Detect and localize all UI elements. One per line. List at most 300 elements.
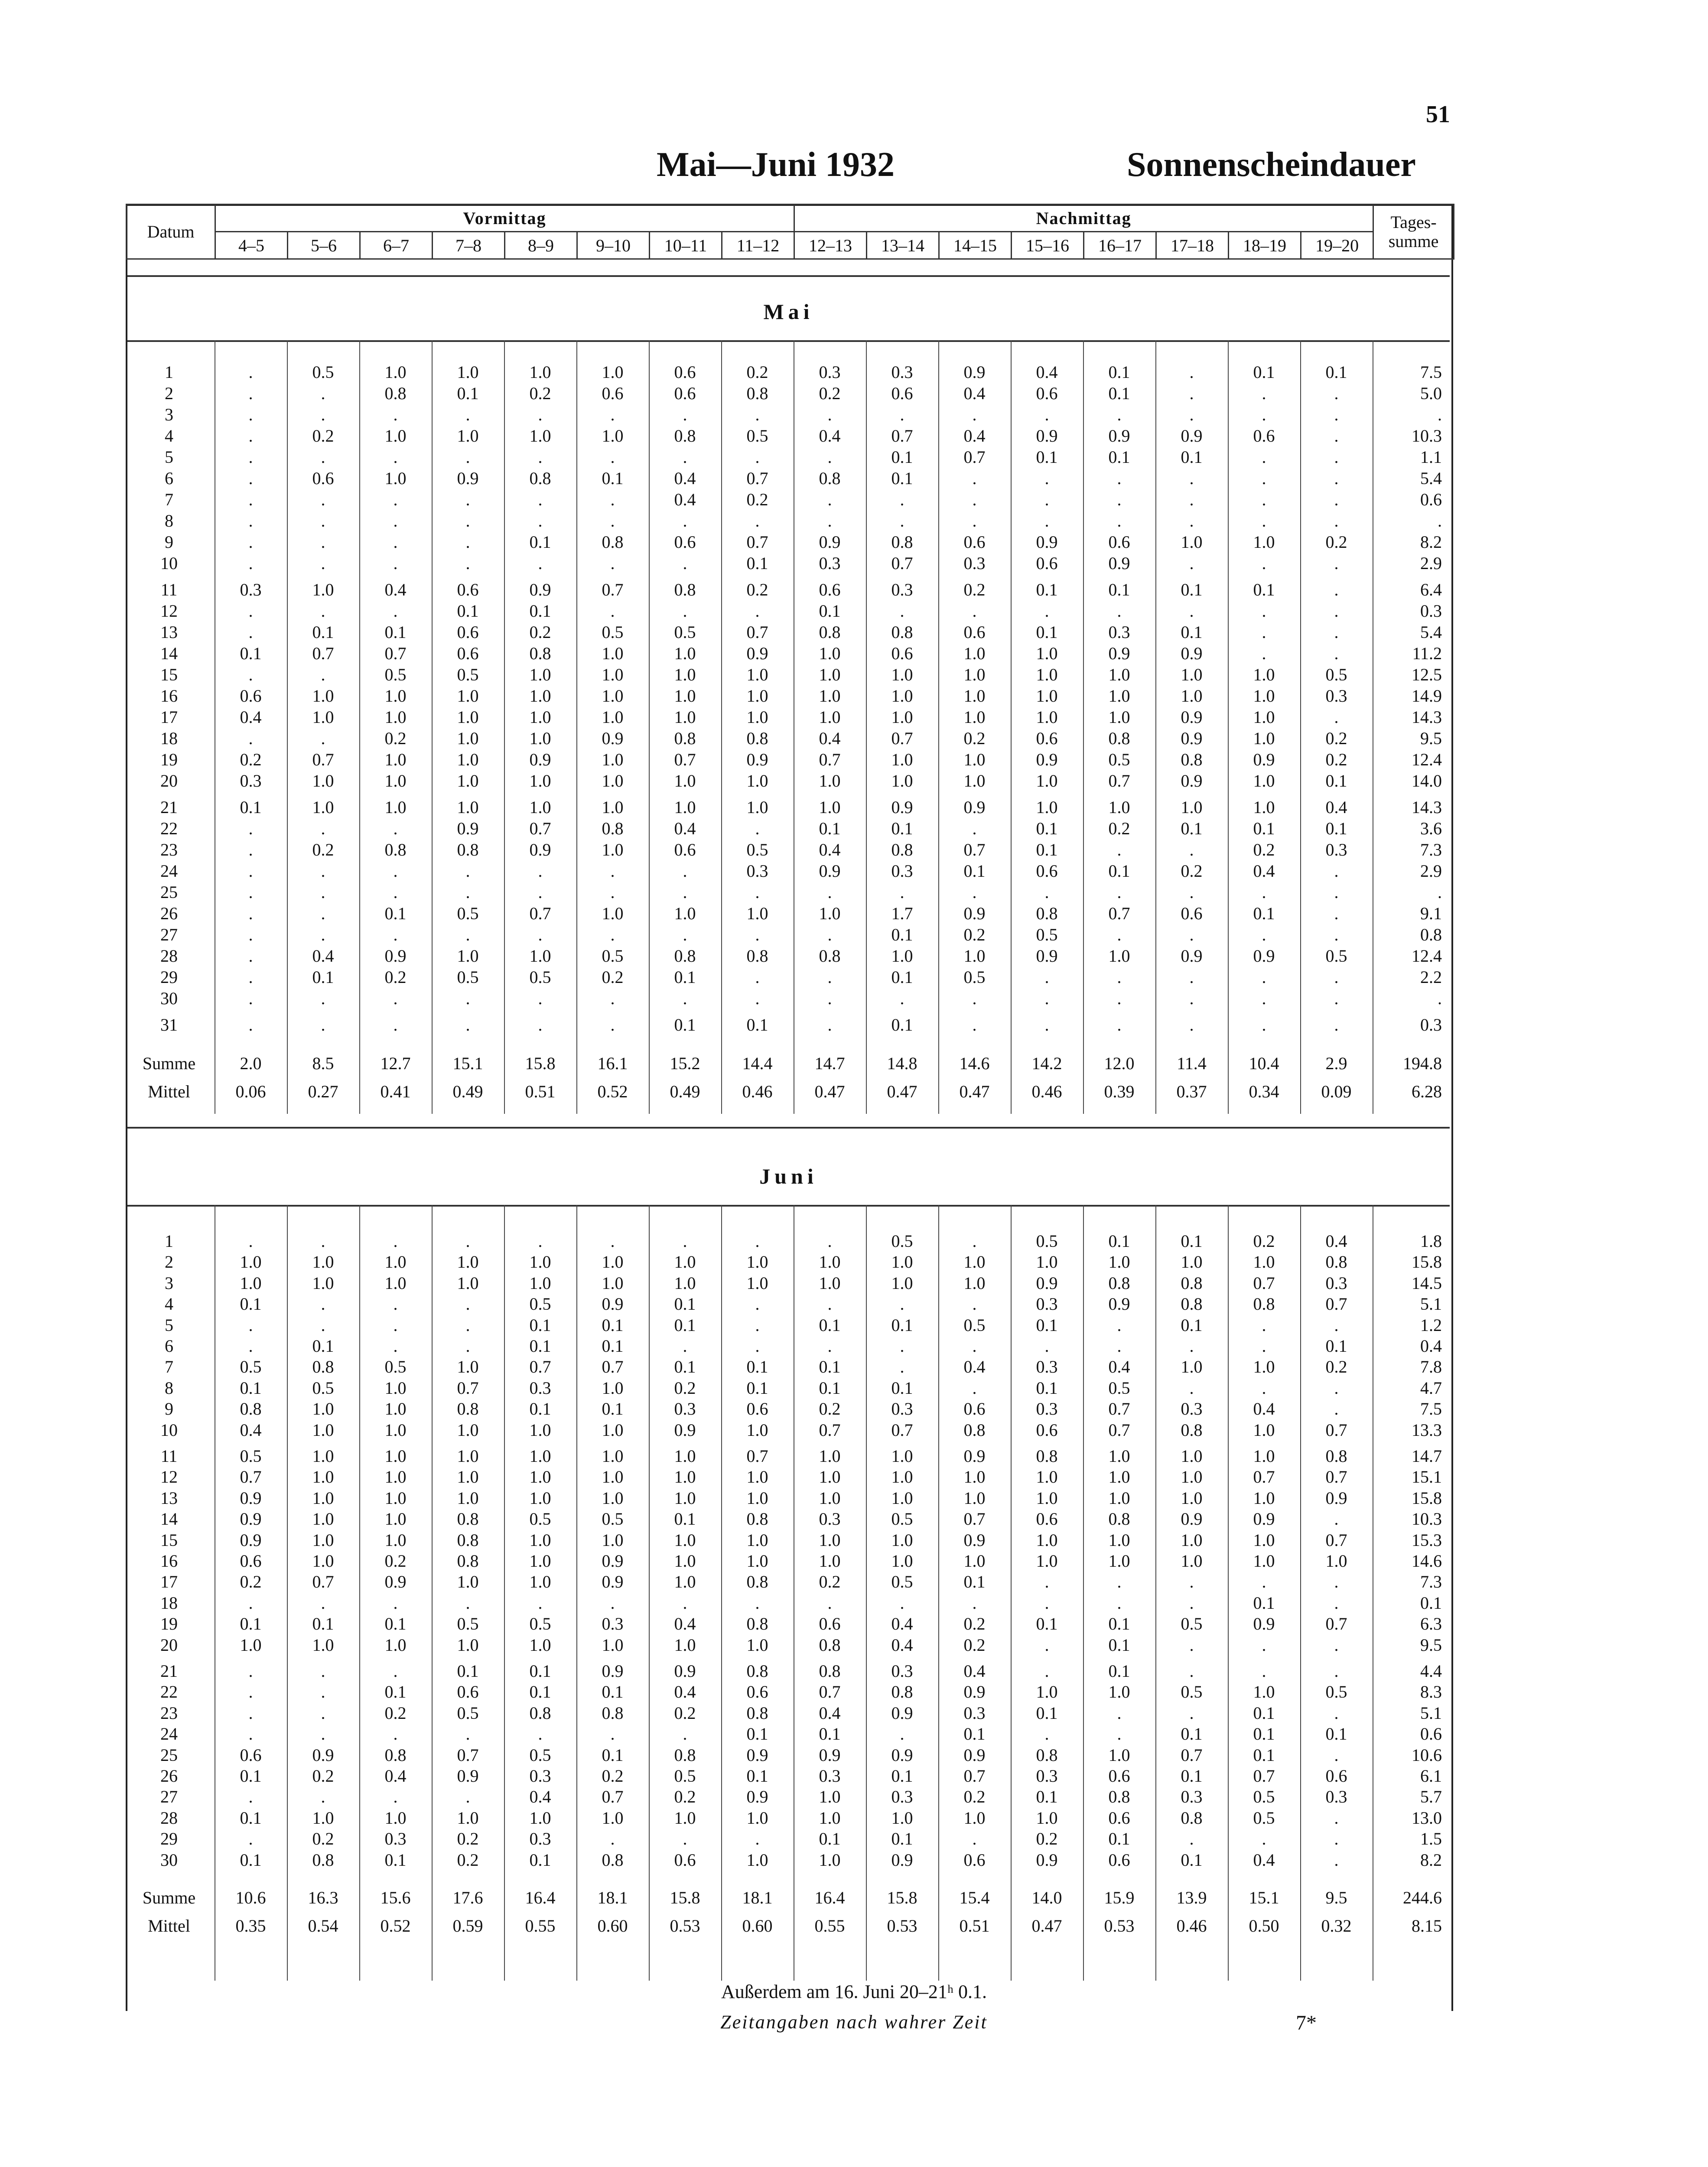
vormittag-header: Vormittag (215, 205, 794, 232)
hour-value: 0.8 (384, 840, 407, 859)
hour-value: 0.1 (312, 967, 334, 987)
mittel-value: 0.47 (959, 1082, 990, 1101)
hour-value: 1.0 (602, 1378, 624, 1398)
hour-value: 0.4 (674, 1614, 696, 1634)
daily-total: 14.7 (1412, 1446, 1442, 1466)
daily-total: . (1438, 405, 1442, 424)
hour-value: 0.7 (746, 469, 768, 488)
hour-value: . (538, 405, 543, 424)
hour-value: 0.2 (746, 362, 768, 382)
hour-value: 0.5 (963, 1315, 986, 1335)
hour-value: 0.3 (240, 580, 262, 599)
mittel-value: 0.51 (959, 1916, 990, 1936)
hour-value: . (1117, 882, 1122, 902)
hour-value: . (538, 861, 543, 881)
hour-value: . (683, 601, 687, 621)
hour-value: . (1117, 967, 1122, 987)
hour-value: 0.8 (1181, 1808, 1203, 1828)
hour-value: 1.0 (529, 707, 551, 727)
hour-value: 0.8 (240, 1399, 262, 1419)
date-label: 8 (165, 511, 173, 530)
hour-value: 1.0 (457, 707, 479, 727)
mittel-label: Mittel (148, 1082, 190, 1101)
hour-value: 1.0 (746, 665, 768, 684)
hour-value: . (393, 819, 398, 838)
hour-value: 1.0 (674, 1808, 696, 1828)
hour-value: 1.0 (1181, 797, 1203, 817)
date-label: 7 (165, 490, 173, 509)
summe-value: 16.3 (308, 1888, 338, 1907)
hour-value: . (1117, 1724, 1122, 1744)
hour-value: 0.1 (1325, 1724, 1347, 1744)
hour-value: . (1334, 490, 1339, 509)
hour-value: 1.0 (1036, 686, 1058, 706)
hour-value: . (248, 447, 253, 467)
hour-value: 1.0 (602, 1446, 624, 1466)
mittel-value: 0.06 (235, 1082, 266, 1101)
hour-value: 1.0 (1253, 1252, 1275, 1272)
hour-value: 0.9 (529, 580, 551, 599)
hour-value: 0.2 (240, 750, 262, 769)
hour-value: . (1189, 362, 1194, 382)
hour-value: . (900, 1294, 904, 1314)
hour-value: 0.8 (1108, 1509, 1130, 1529)
hour-value: . (1334, 1399, 1339, 1419)
hour-value: 0.2 (384, 1703, 407, 1723)
hour-value: 0.9 (312, 1745, 334, 1765)
daily-total: 5.7 (1420, 1787, 1442, 1807)
hour-value: . (393, 1015, 398, 1035)
hour-value: . (1334, 601, 1339, 621)
hour-value: 1.0 (457, 686, 479, 706)
hour-value: 1.0 (1253, 771, 1275, 791)
hour-value: 1.0 (891, 1252, 913, 1272)
summe-value: 18.1 (597, 1888, 628, 1907)
hour-value: . (248, 469, 253, 488)
hour-value: . (393, 861, 398, 881)
hour-value: 0.1 (529, 1336, 551, 1356)
hour-value: . (1189, 384, 1194, 403)
hour-value: . (1334, 622, 1339, 642)
hour-value: 0.3 (1036, 1399, 1058, 1419)
daily-total: 0.4 (1420, 1336, 1442, 1356)
hour-value: . (248, 1682, 253, 1702)
hour-value: . (465, 1015, 470, 1035)
hour-value: . (248, 1724, 253, 1744)
column-separator (866, 340, 867, 1114)
hour-value: 1.0 (1108, 1745, 1130, 1765)
hour-value: 1.0 (384, 1399, 407, 1419)
hour-value: 0.1 (529, 601, 551, 621)
daily-total: 1.2 (1420, 1315, 1442, 1335)
hour-value: . (538, 882, 543, 902)
hour-value: 0.6 (312, 469, 334, 488)
hour-value: 0.8 (602, 1703, 624, 1723)
hour-value: . (827, 1336, 832, 1356)
hour-value: 0.4 (1253, 1399, 1275, 1419)
hour-value: . (465, 553, 470, 573)
hour-value: 1.0 (819, 1467, 841, 1487)
mittel-value: 0.54 (308, 1916, 338, 1936)
date-label: 19 (160, 750, 178, 769)
column-separator (504, 340, 505, 1114)
summe-value: 15.8 (887, 1888, 917, 1907)
hour-value: . (1117, 1336, 1122, 1356)
hour-value: 1.0 (891, 686, 913, 706)
hour-value: 0.2 (674, 1787, 696, 1807)
hour-value: . (755, 925, 760, 944)
date-label: 16 (160, 686, 178, 706)
column-separator (504, 1205, 505, 1981)
summe-value: 14.6 (959, 1054, 990, 1073)
hour-value: 1.0 (891, 1273, 913, 1293)
hour-value: . (610, 1231, 615, 1251)
hour-value: 0.1 (312, 622, 334, 642)
hour-value: 1.0 (457, 1808, 479, 1828)
hour-value: 0.8 (674, 426, 696, 446)
daily-total: 10.3 (1412, 1509, 1442, 1529)
hour-value: 1.0 (1036, 797, 1058, 817)
hour-value: 0.1 (1181, 447, 1203, 467)
hour-value: . (1334, 447, 1339, 467)
hour-value: 1.0 (891, 750, 913, 769)
hour-value: 0.4 (963, 384, 986, 403)
hour-value: . (248, 925, 253, 944)
hour-value: . (1117, 511, 1122, 530)
daily-total: 8.2 (1420, 1850, 1442, 1870)
hour-value: 0.9 (1181, 644, 1203, 663)
hour-value: 0.6 (240, 686, 262, 706)
hour-value: 1.0 (384, 469, 407, 488)
hour-value: . (1117, 1572, 1122, 1592)
hour-value: 1.0 (674, 707, 696, 727)
hour-value: 1.0 (384, 797, 407, 817)
hour-value: 1.0 (457, 729, 479, 748)
daily-total: 7.5 (1420, 362, 1442, 382)
hour-value: 0.3 (1325, 1273, 1347, 1293)
daily-total: 9.5 (1420, 1635, 1442, 1655)
hour-value: . (972, 989, 977, 1008)
hour-value: 0.7 (529, 904, 551, 923)
hour-value: 1.0 (384, 1635, 407, 1655)
date-label: 15 (160, 665, 178, 684)
hour-value: 1.0 (1036, 1682, 1058, 1702)
hour-value: 0.1 (891, 967, 913, 987)
hour-value: . (1189, 967, 1194, 987)
hour-value: 0.9 (891, 1703, 913, 1723)
hour-value: 1.0 (529, 426, 551, 446)
hour-value: 0.8 (819, 1635, 841, 1655)
hour-value: 0.1 (1325, 819, 1347, 838)
hour-value: 1.0 (384, 686, 407, 706)
hour-value: 0.8 (384, 384, 407, 403)
hour-value: 0.1 (1036, 1614, 1058, 1634)
hour-value: 0.8 (963, 1420, 986, 1440)
mittel-value: 0.49 (670, 1082, 700, 1101)
hour-value: 0.5 (891, 1572, 913, 1592)
hour-value: 1.0 (312, 1273, 334, 1293)
hour-value: 1.0 (602, 1530, 624, 1550)
hour-value: . (465, 405, 470, 424)
mittel-value: 0.39 (1104, 1082, 1135, 1101)
date-label: 30 (160, 989, 178, 1008)
hour-value: 0.6 (1036, 729, 1058, 748)
hour-value: 0.9 (746, 1787, 768, 1807)
hour-value: 0.1 (1253, 1703, 1275, 1723)
hour-value: 1.0 (963, 1273, 986, 1293)
hour-value: 1.0 (457, 797, 479, 817)
hour-value: 1.0 (1253, 1420, 1275, 1440)
daily-total: 13.3 (1412, 1420, 1442, 1440)
date-label: 1 (165, 1231, 173, 1251)
hour-value: . (248, 511, 253, 530)
hour-value: 0.7 (1108, 771, 1130, 791)
date-label: 29 (160, 967, 178, 987)
hour-value: . (248, 622, 253, 642)
hour-value: . (1044, 989, 1049, 1008)
hour-value: . (248, 1231, 253, 1251)
hour-value: . (972, 819, 977, 838)
hour-value: 0.7 (819, 1420, 841, 1440)
hour-value: 0.8 (819, 622, 841, 642)
hour-value: 0.3 (1036, 1294, 1058, 1314)
hour-value: 1.0 (529, 362, 551, 382)
hour-value: . (827, 405, 832, 424)
hour-value: 0.9 (963, 1530, 986, 1550)
hour-value: 0.7 (746, 622, 768, 642)
hour-value: 0.2 (1036, 1829, 1058, 1849)
hour-value: . (827, 989, 832, 1008)
hour-value: 1.0 (963, 707, 986, 727)
hour-value: 0.2 (819, 1572, 841, 1592)
date-label: 25 (160, 1745, 178, 1765)
hour-value: 0.2 (602, 1766, 624, 1786)
hour-value: 0.6 (746, 1682, 768, 1702)
hour-value: 1.0 (384, 1378, 407, 1398)
hour-value: 0.1 (891, 819, 913, 838)
hour-value: 1.0 (1036, 1488, 1058, 1508)
hour-value: 0.1 (529, 1850, 551, 1870)
hour-value: 0.1 (384, 622, 407, 642)
hour-value: . (1262, 1336, 1266, 1356)
hour-value: 1.0 (674, 1446, 696, 1466)
hour-value: 1.0 (457, 946, 479, 966)
hour-value: . (755, 1231, 760, 1251)
hour-value: 0.5 (602, 1509, 624, 1529)
daily-total: 6.4 (1420, 580, 1442, 599)
hour-value: . (900, 601, 904, 621)
hour-value: 0.1 (819, 1378, 841, 1398)
hour-value: . (900, 511, 904, 530)
hour-value: 1.0 (674, 1572, 696, 1592)
hour-value: . (755, 511, 760, 530)
hour-value: . (248, 1661, 253, 1681)
summe-value: 15.1 (1249, 1888, 1279, 1907)
hour-value: . (683, 925, 687, 944)
hour-value: 1.0 (384, 1509, 407, 1529)
hour-value: . (1334, 1661, 1339, 1681)
hour-value: 0.1 (602, 1336, 624, 1356)
hour-header-cell: 9–10 (577, 232, 650, 259)
hour-value: 0.5 (1253, 1787, 1275, 1807)
hour-value: 0.7 (819, 750, 841, 769)
column-separator (576, 340, 577, 1114)
summe-value: 15.1 (452, 1054, 483, 1073)
hour-value: 0.5 (457, 904, 479, 923)
hour-value: 0.6 (819, 580, 841, 599)
hour-value: . (610, 1593, 615, 1613)
summe-value: 10.6 (235, 1888, 266, 1907)
hour-value: . (1262, 967, 1266, 987)
hour-value: 0.3 (963, 553, 986, 573)
hour-value: 0.1 (1325, 362, 1347, 382)
hour-value: 0.1 (1108, 1661, 1130, 1681)
hour-value: 0.1 (1253, 580, 1275, 599)
hour-value: 0.2 (963, 1635, 986, 1655)
hour-value: 1.0 (529, 1467, 551, 1487)
hour-value: 1.0 (746, 686, 768, 706)
hour-value: 0.8 (819, 1661, 841, 1681)
hour-value: 1.0 (312, 1635, 334, 1655)
hour-value: 0.4 (819, 1703, 841, 1723)
hour-value: . (393, 1315, 398, 1335)
hour-value: 0.6 (746, 1399, 768, 1419)
hour-value: . (827, 1015, 832, 1035)
hour-value: 0.9 (602, 1551, 624, 1571)
hour-value: 0.6 (1108, 532, 1130, 552)
hour-value: 0.9 (1036, 426, 1058, 446)
summe-value: 15.8 (670, 1888, 700, 1907)
column-separator (576, 1205, 577, 1981)
hour-value: 0.5 (963, 967, 986, 987)
hour-value: 0.1 (819, 1357, 841, 1377)
hour-value: 1.0 (384, 750, 407, 769)
date-label: 11 (160, 1446, 178, 1466)
hour-value: . (465, 1315, 470, 1335)
hour-header-cell: 13–14 (867, 232, 939, 259)
hour-value: . (465, 1593, 470, 1613)
hour-value: . (248, 840, 253, 859)
hour-value: 0.7 (963, 447, 986, 467)
hour-value: 0.2 (384, 967, 407, 987)
mittel-label: Mittel (148, 1916, 190, 1936)
hour-value: . (1334, 1808, 1339, 1828)
hour-value: 0.8 (457, 840, 479, 859)
hour-value: . (1044, 1572, 1049, 1592)
hour-value: . (321, 384, 325, 403)
hour-value: 0.2 (674, 1703, 696, 1723)
hour-value: 0.7 (963, 1766, 986, 1786)
hour-value: 1.0 (1181, 1252, 1203, 1272)
hour-value: 0.5 (529, 1745, 551, 1765)
hour-value: 0.1 (1325, 1336, 1347, 1356)
summe-label: Summe (142, 1054, 196, 1073)
column-separator (1011, 340, 1012, 1114)
hour-value: 1.0 (457, 1635, 479, 1655)
column-separator (1228, 340, 1229, 1114)
daily-total: 2.9 (1420, 553, 1442, 573)
date-label: 17 (160, 707, 178, 727)
hour-value: 0.9 (602, 1294, 624, 1314)
date-label: 29 (160, 1829, 178, 1849)
daily-total: 15.8 (1412, 1252, 1442, 1272)
hour-value: 1.0 (746, 1273, 768, 1293)
hour-value: 0.1 (1181, 1850, 1203, 1870)
hour-value: 0.9 (746, 644, 768, 663)
hour-value: . (248, 405, 253, 424)
hour-value: 0.2 (457, 1850, 479, 1870)
hour-value: 0.8 (384, 1745, 407, 1765)
hour-value: 0.8 (1036, 1446, 1058, 1466)
hour-value: 0.5 (457, 967, 479, 987)
daily-total: 11.2 (1412, 644, 1442, 663)
hour-value: 1.0 (963, 1488, 986, 1508)
hour-value: 1.0 (529, 1530, 551, 1550)
hour-value: . (248, 861, 253, 881)
hour-value: 0.1 (674, 1509, 696, 1529)
hour-value: 1.0 (674, 1530, 696, 1550)
hour-value: . (393, 447, 398, 467)
hour-value: 1.0 (1253, 1551, 1275, 1571)
hour-value: 1.0 (312, 1446, 334, 1466)
hour-value: 0.8 (529, 1703, 551, 1723)
hour-value: . (465, 447, 470, 467)
hour-value: . (321, 1724, 325, 1744)
hour-value: 0.8 (457, 1399, 479, 1419)
hour-value: 0.1 (746, 553, 768, 573)
hour-value: 0.4 (674, 490, 696, 509)
hour-value: 0.9 (963, 797, 986, 817)
hour-value: 0.1 (457, 601, 479, 621)
hour-value: 1.0 (674, 1635, 696, 1655)
hour-value: 0.8 (891, 1682, 913, 1702)
hour-value: 0.3 (891, 1661, 913, 1681)
hour-value: . (538, 490, 543, 509)
hour-value: 1.0 (384, 426, 407, 446)
hour-value: 0.9 (963, 362, 986, 382)
hour-value: 1.0 (240, 1635, 262, 1655)
hour-value: 0.7 (963, 1509, 986, 1529)
hour-value: . (1044, 1661, 1049, 1681)
hour-value: 0.8 (457, 1530, 479, 1550)
hour-value: 1.0 (1253, 532, 1275, 552)
date-label: 26 (160, 1766, 178, 1786)
hour-value: . (1262, 553, 1266, 573)
hour-value: 0.4 (674, 819, 696, 838)
hour-value: 1.0 (457, 1357, 479, 1377)
hour-value: . (972, 1294, 977, 1314)
date-label: 3 (165, 1273, 173, 1293)
hour-value: . (1044, 601, 1049, 621)
hour-value: . (321, 819, 325, 838)
hour-value: 0.6 (1108, 1850, 1130, 1870)
hour-value: 0.5 (312, 362, 334, 382)
hour-value: 0.8 (457, 1509, 479, 1529)
hour-value: 0.8 (746, 729, 768, 748)
hour-value: 0.8 (674, 946, 696, 966)
hour-value: 0.9 (1181, 729, 1203, 748)
hour-value: 0.4 (963, 1357, 986, 1377)
hour-value: 1.0 (1108, 1467, 1130, 1487)
hour-value: 0.2 (1325, 729, 1347, 748)
hour-value: . (683, 989, 687, 1008)
hour-value: 1.0 (457, 426, 479, 446)
hour-value: . (972, 1829, 977, 1849)
hour-value: 0.1 (1036, 622, 1058, 642)
hour-value: 1.0 (312, 686, 334, 706)
column-separator (359, 1205, 360, 1981)
hour-value: 0.7 (312, 1572, 334, 1592)
